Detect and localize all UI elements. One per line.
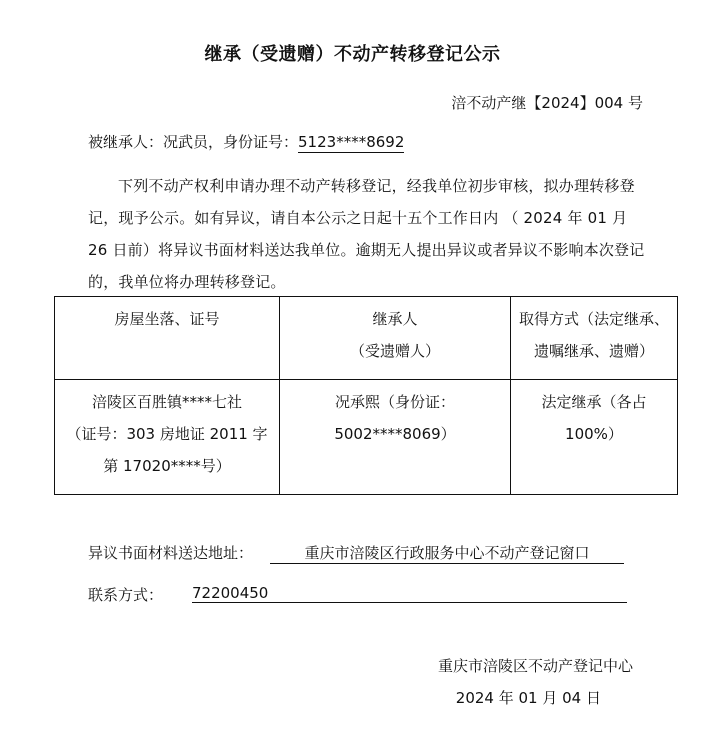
issue-date: 2024 年 01 月 04 日 [455,689,601,707]
issuing-organization: 重庆市涪陵区不动产登记中心 [437,657,633,675]
records-table [54,296,678,495]
decedent-line [88,131,404,152]
table-header-row [55,297,678,380]
header-location: 房屋坐落、证号 [55,297,280,380]
header-heir-line1: 继承人 [372,310,418,328]
cell-location [55,380,280,495]
location-address: 涪陵区百胜镇****七社 [91,393,242,411]
cell-heir: 况承熙（身份证：5002****8069） [280,380,511,495]
document-number: 涪不动产继【2024】004 号 [451,94,643,112]
header-method: 取得方式（法定继承、遗嘱继承、遗赠） [511,297,678,380]
header-heir-line2: （受遗赠人） [349,342,440,360]
location-certificate: （证号：303 房地证 2011 字第 17020****号） [66,425,268,475]
decedent-id-number: 5123****8692 [298,133,405,151]
table-row [55,380,678,495]
objection-address-value: 重庆市涪陵区行政服务中心不动产登记窗口 [270,542,624,564]
decedent-label: 被继承人：况武员，身份证号： [88,133,299,151]
header-heir [280,297,511,380]
cell-method: 法定继承（各占 100%） [511,380,678,495]
body-paragraph: 下列不动产权利申请办理不动产转移登记，经我单位初步审核，拟办理转移登记，现予公示。如有异议，请自本公示之日起十五个工作日内 （ 2024 年 01 月 26 日前）将异议书面材料送达我单位。逾期无人提出异议或者异议不影响本次登记的，我单位将办理转移登记。 [88,177,645,291]
contact-label: 联系方式： [88,586,164,604]
contact-value: 72200450 [192,584,627,603]
notice-title: 继承（受遗赠）不动产转移登记公示 [204,44,501,65]
objection-address-label: 异议书面材料送达地址： [88,544,254,562]
